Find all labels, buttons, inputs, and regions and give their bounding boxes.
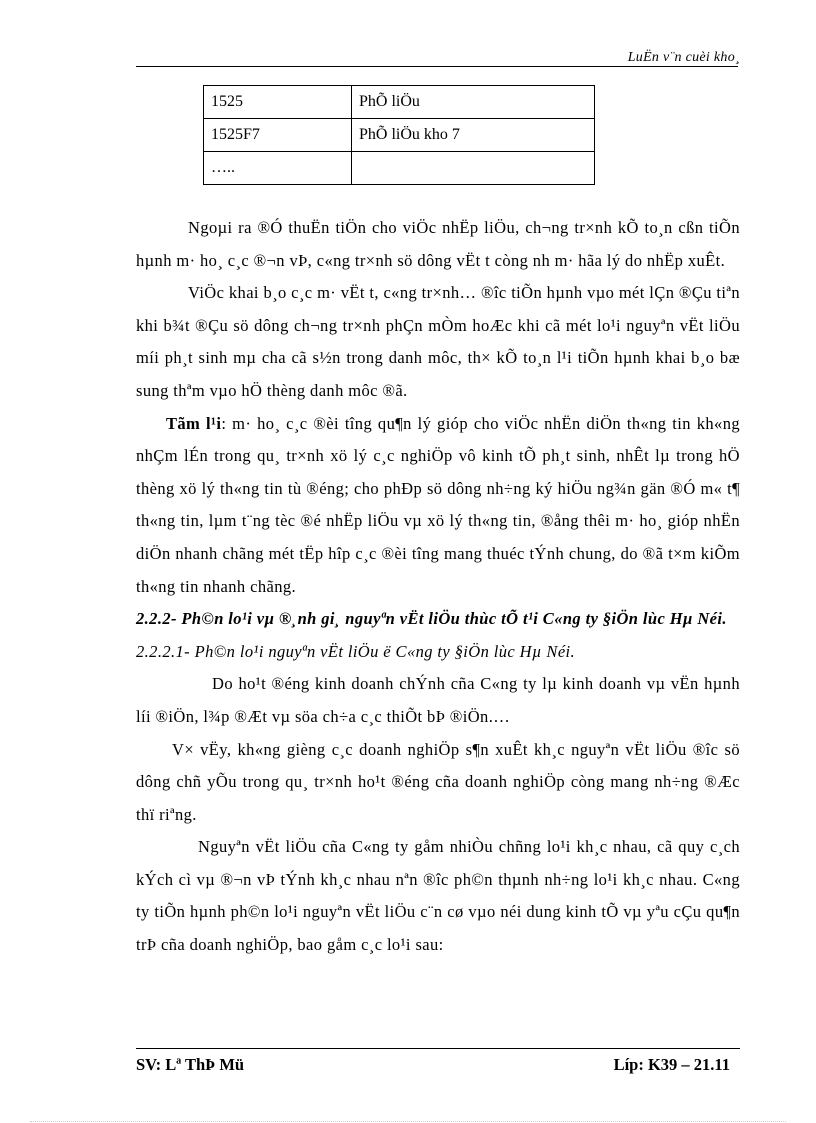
- page-edge-divider: [30, 1121, 786, 1122]
- paragraph-main-business: Do ho¹t ®éng kinh doanh chÝnh cña C«ng ty lµ kinh doanh vµ vËn hµnh líi ®iÖn, l¾p ®Æt vµ söa ch÷a c¸c thiÕt bÞ ®iÖn.…: [136, 674, 740, 726]
- section-heading: 2.2.2- Ph©n lo¹i vµ ®¸nh gi¸ nguyªn vËt liÖu thùc tÕ t¹i C«ng ty §iÖn lùc Hµ Néi.: [136, 609, 727, 629]
- document-body: [136, 212, 740, 962]
- summary-label: Tãm l¹i: [166, 413, 222, 433]
- code-table: [203, 85, 595, 185]
- table-row: [204, 152, 595, 185]
- table-cell-name: PhÕ liÖu: [352, 86, 595, 119]
- summary-text: : m· ho¸ c¸c ®èi tîng qu¶n lý gióp cho viÖc nhËn diÖn th«ng tin kh«ng nhÇm lÉn trong qu¸ tr×nh xö lý c¸c nghiÖp vô kinh tÕ ph¸t sinh, nhÊt lµ trong hÖ thèng xö lý th«ng tin tù ®éng; cho phÐp sö dông nh÷ng ký hiÖu ng¾n gän ®Ó m« t¶ th«ng tin, lµm t¨ng tèc ®é nhËp liÖu vµ xö lý th«ng tin, ®ång thêi m· ho¸ gióp nhËn diÖn nhanh chãng mét tËp hîp c¸c ®èi tîng mang thuéc tÝnh chung, do ®ã t×m kiÕm th«ng tin nhanh chãng.: [136, 413, 740, 596]
- paragraph-material-classification: Nguyªn vËt liÖu cña C«ng ty gåm nhiÒu chñng lo¹i kh¸c nhau, cã quy c¸ch kÝch cì vµ ®¬n vÞ tÝnh kh¸c nhau nªn ®îc ph©n thµnh nh÷ng lo¹i kh¸c nhau. C«ng ty tiÕn hµnh ph©n lo¹i nguyªn vËt liÖu c¨n cø vµo néi dung kinh tÕ vµ yªu cÇu qu¶n trÞ cña doanh nghiÖp, bao gåm c¸c lo¹i sau:: [136, 837, 740, 955]
- footer-class: Líp: K39 – 21.11: [613, 1055, 730, 1074]
- header-divider: [136, 66, 738, 67]
- table-cell-code: 1525F7: [204, 119, 352, 152]
- footer-divider: [136, 1048, 740, 1049]
- table-row: [204, 86, 595, 119]
- table-cell-name: PhÕ liÖu kho 7: [352, 119, 595, 152]
- footer-student: SV: Lª ThÞ Mü: [136, 1055, 245, 1074]
- paragraph-code-declaration: ViÖc khai b¸o c¸c m· vËt t, c«ng tr×nh… ®îc tiÕn hµnh vµo mét lÇn ®Çu tiªn khi b¾t ®Çu sö dông ch¬ng tr×nh phÇn mÒm hoÆc khi cã mét lo¹i nguyªn vËt liÖu míi ph¸t sinh mµ cha cã s½n trong danh môc, th× kÕ to¸n l¹i tiÕn hµnh khai b¸o bæ sung thªm vµo hÖ thèng danh môc ®ã.: [136, 283, 740, 400]
- paragraph-coding-convenience: Ngoµi ra ®Ó thuËn tiÖn cho viÖc nhËp liÖu, ch¬ng tr×nh kÕ to¸n cßn tiÕn hµnh m· ho¸ c¸c ®¬n vÞ, c«ng tr×nh sö dông vËt t còng nh m· hãa lý do nhËp xuÊt.: [136, 218, 740, 270]
- subsection-heading: 2.2.2.1- Ph©n lo¹i nguyªn vËt liÖu ë C«ng ty §iÖn lùc Hµ Néi.: [136, 641, 576, 661]
- running-header: LuËn v¨n cuèi kho¸: [627, 50, 740, 65]
- paragraph-material-characteristics: V× vËy, kh«ng gièng c¸c doanh nghiÖp s¶n xuÊt kh¸c nguyªn vËt liÖu ®îc sö dông chñ yÕu trong qu¸ tr×nh ho¹t ®éng cña doanh nghiÖp còng mang nh÷ng ®Æc thï riªng.: [136, 739, 740, 824]
- paragraph-summary: [136, 408, 740, 604]
- table-cell-code: …..: [204, 152, 352, 185]
- table-row: [204, 119, 595, 152]
- table-cell-name: [352, 152, 595, 185]
- table-cell-code: 1525: [204, 86, 352, 119]
